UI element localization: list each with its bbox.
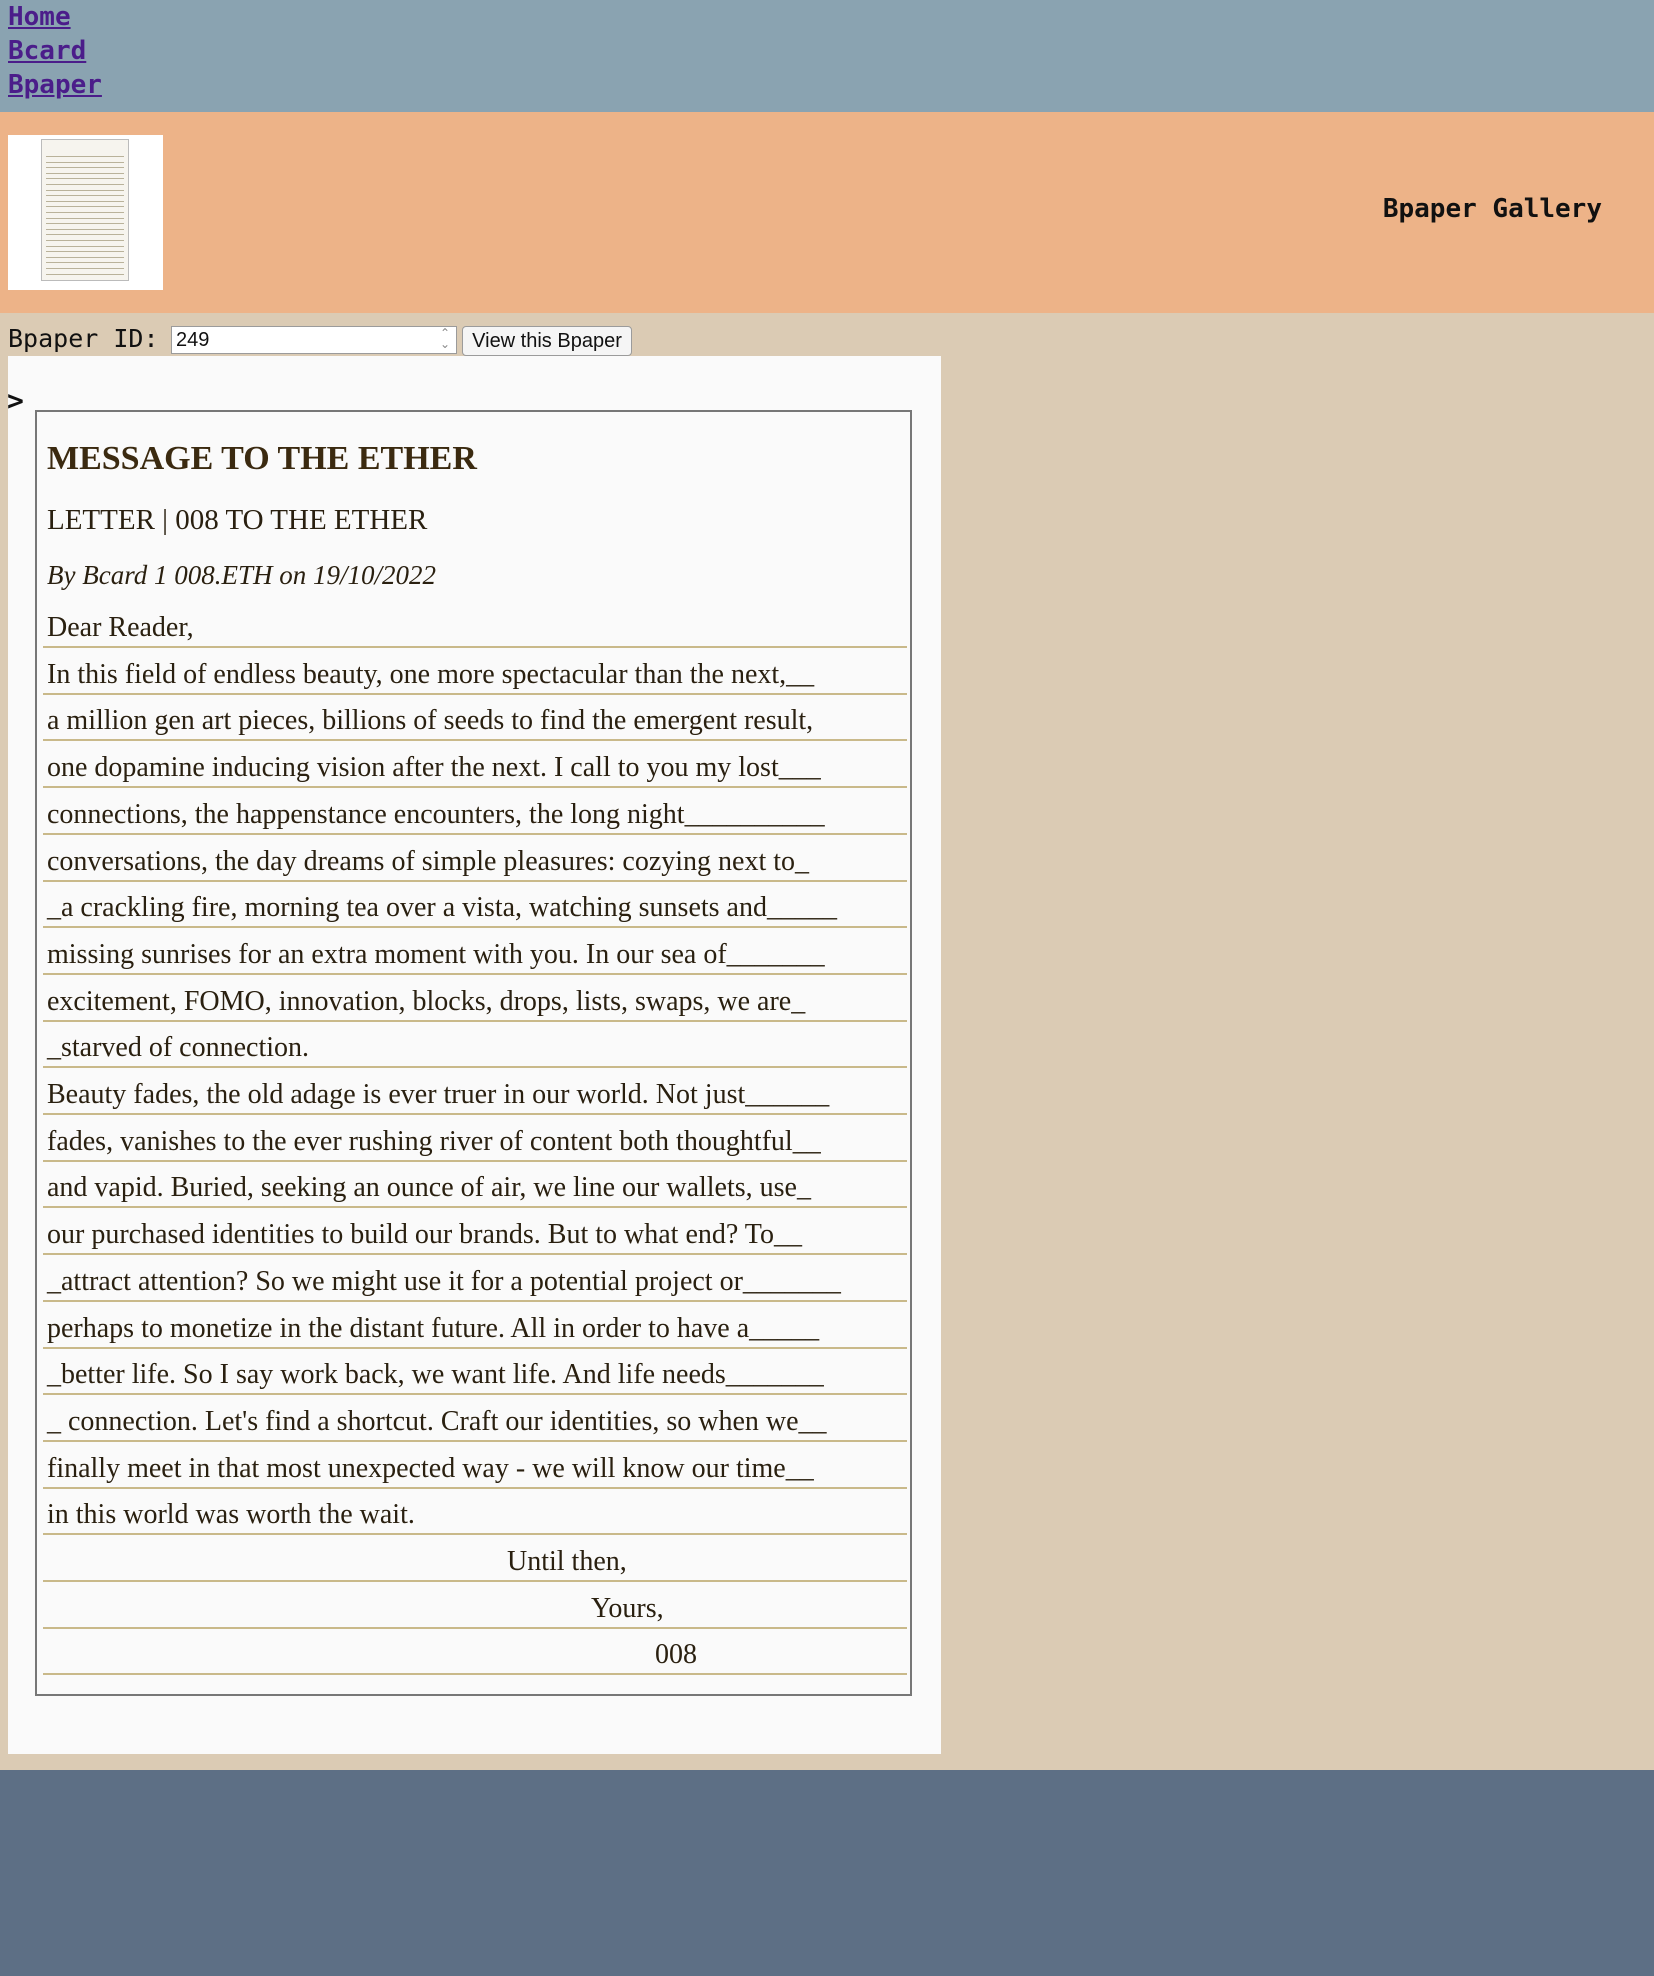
nav-link-home[interactable]: Home bbox=[8, 2, 71, 32]
thumbnail-line bbox=[46, 201, 124, 202]
letter-line bbox=[41, 653, 907, 699]
letter-line bbox=[41, 1166, 907, 1212]
letter-byline: By Bcard 1 008.ETH on 19/10/2022 bbox=[47, 560, 436, 590]
letter-line-rule bbox=[43, 1206, 907, 1208]
letter-line bbox=[41, 1260, 907, 1306]
letter-line bbox=[41, 1540, 907, 1586]
thumbnail-line bbox=[46, 212, 124, 213]
letter-line-text: Until then, bbox=[507, 1546, 627, 1577]
letter-line bbox=[41, 933, 907, 979]
thumbnail-line bbox=[46, 156, 124, 157]
letter-line-rule bbox=[43, 739, 907, 741]
letter-paper bbox=[35, 410, 912, 1696]
letter-line-rule bbox=[43, 1393, 907, 1395]
letter-line-rule bbox=[43, 786, 907, 788]
letter-line bbox=[41, 1307, 907, 1353]
letter-line-text: and vapid. Buried, seeking an ounce of air, we line our wallets, use_ bbox=[47, 1172, 811, 1204]
thumbnail-line bbox=[46, 218, 124, 219]
number-stepper[interactable] bbox=[434, 328, 456, 352]
letter-line-text: _attract attention? So we might use it for a potential project or_______ bbox=[47, 1265, 841, 1297]
letter-line-text: 008 bbox=[655, 1639, 697, 1671]
letter-line bbox=[41, 746, 907, 792]
letter-line bbox=[41, 840, 907, 886]
letter-line-rule bbox=[43, 880, 907, 882]
letter-line-rule bbox=[43, 646, 907, 648]
thumbnail-line bbox=[46, 246, 124, 247]
letter-line bbox=[41, 1213, 907, 1259]
letter-line bbox=[41, 699, 907, 745]
thumbnail-line bbox=[46, 251, 124, 252]
letter-line-rule bbox=[43, 1487, 907, 1489]
letter-line bbox=[41, 793, 907, 839]
letter-line bbox=[41, 1073, 907, 1119]
letter-line-text: _starved of connection. bbox=[47, 1032, 310, 1064]
letter-line-text: missing sunrises for an extra moment with you. In our sea of_______ bbox=[47, 938, 825, 970]
thumbnail-line bbox=[46, 206, 124, 207]
stepper-down-icon[interactable]: ⌄ bbox=[439, 337, 451, 351]
letter-line-rule bbox=[43, 1253, 907, 1255]
letter-line-rule bbox=[43, 1160, 907, 1162]
letter-line-text: Beauty fades, the old adage is ever truer in our world. Not just______ bbox=[47, 1079, 830, 1110]
letter-line-rule bbox=[43, 833, 907, 835]
nav-link-bcard[interactable]: Bcard bbox=[8, 36, 87, 66]
letter-line-text: connections, the happenstance encounters, the long night__________ bbox=[47, 798, 825, 830]
letter-line-rule bbox=[43, 1066, 907, 1068]
letter-line-text: fades, vanishes to the ever rushing river of content both thoughtful__ bbox=[47, 1125, 821, 1157]
letter-line-rule bbox=[43, 1440, 907, 1442]
letter-line-text: finally meet in that most unexpected way - we will know our time__ bbox=[47, 1452, 814, 1484]
thumbnail-line bbox=[46, 190, 124, 191]
thumbnail-line bbox=[46, 268, 124, 269]
letter-line bbox=[41, 1587, 907, 1633]
letter-line bbox=[41, 1447, 907, 1493]
letter-line-text: _ connection. Let's find a shortcut. Craft our identities, so when we__ bbox=[47, 1405, 827, 1437]
letter-line-text: conversations, the day dreams of simple pleasures: cozying next to_ bbox=[47, 845, 810, 877]
stepper-up-icon[interactable]: ⌃ bbox=[439, 326, 451, 340]
view-bpaper-button[interactable]: View this Bpaper bbox=[462, 326, 632, 356]
bpaper-id-label: Bpaper ID: bbox=[8, 324, 159, 353]
letter-line-text: Yours, bbox=[591, 1592, 664, 1624]
letter-title: MESSAGE TO THE ETHER bbox=[47, 440, 477, 477]
letter-line-text: one dopamine inducing vision after the next. I call to you my lost___ bbox=[47, 752, 821, 784]
letter-subtitle: LETTER | 008 TO THE ETHER bbox=[47, 504, 428, 536]
letter-line bbox=[41, 886, 907, 932]
letter-line-text: In this field of endless beauty, one more spectacular than the next,__ bbox=[47, 658, 815, 690]
letter-line bbox=[41, 1120, 907, 1166]
letter-line-rule bbox=[43, 926, 907, 928]
thumbnail-line bbox=[46, 184, 124, 185]
letter-line bbox=[41, 1400, 907, 1446]
letter-line-text: our purchased identities to build our brands. But to what end? To__ bbox=[47, 1219, 802, 1251]
letter-line bbox=[41, 606, 907, 652]
letter-line-text: in this world was worth the wait. bbox=[47, 1499, 415, 1531]
letter-line-rule bbox=[43, 1673, 907, 1675]
letter-line-rule bbox=[43, 1533, 907, 1535]
letter-line-text: _better life. So I say work back, we want life. And life needs_______ bbox=[47, 1359, 824, 1391]
thumbnail-line bbox=[46, 223, 124, 224]
bpaper-id-input[interactable] bbox=[171, 326, 457, 354]
document-thumbnail-icon bbox=[8, 135, 163, 290]
letter-line-text: perhaps to monetize in the distant future. All in order to have a_____ bbox=[47, 1312, 820, 1344]
letter-line bbox=[41, 1633, 907, 1679]
letter-line-rule bbox=[43, 1627, 907, 1629]
letter-line bbox=[41, 1493, 907, 1539]
thumbnail-line bbox=[46, 234, 124, 235]
letter-line-rule bbox=[43, 973, 907, 975]
nav-link-bpaper[interactable]: Bpaper bbox=[8, 70, 102, 100]
letter-line bbox=[41, 980, 907, 1026]
letter-line bbox=[41, 1026, 907, 1072]
thumbnail-line bbox=[46, 262, 124, 263]
letter-line-rule bbox=[43, 693, 907, 695]
thumbnail-line bbox=[46, 229, 124, 230]
letter-line-rule bbox=[43, 1300, 907, 1302]
letter-line-text: _a crackling fire, morning tea over a vista, watching sunsets and_____ bbox=[47, 892, 837, 924]
thumbnail-line bbox=[46, 167, 124, 168]
thumbnail-line bbox=[46, 162, 124, 163]
letter-line-text: Dear Reader, bbox=[47, 612, 194, 643]
thumbnail-line bbox=[46, 240, 124, 241]
disclosure-caret-icon: > bbox=[7, 384, 24, 417]
page-title: Bpaper Gallery bbox=[1382, 194, 1602, 224]
thumbnail-line bbox=[46, 274, 124, 275]
thumbnail-line bbox=[46, 257, 124, 258]
letter-line-rule bbox=[43, 1347, 907, 1349]
thumbnail-line bbox=[46, 195, 124, 196]
letter-line bbox=[41, 1353, 907, 1399]
thumbnail-line bbox=[46, 178, 124, 179]
letter-line-rule bbox=[43, 1020, 907, 1022]
top-navigation bbox=[0, 0, 1654, 112]
letter-line-text: a million gen art pieces, billions of seeds to find the emergent result, bbox=[47, 705, 814, 737]
letter-line-rule bbox=[43, 1113, 907, 1115]
thumbnail-line bbox=[46, 173, 124, 174]
letter-line-text: excitement, FOMO, innovation, blocks, drops, lists, swaps, we are_ bbox=[47, 985, 806, 1017]
letter-line-rule bbox=[43, 1580, 907, 1582]
